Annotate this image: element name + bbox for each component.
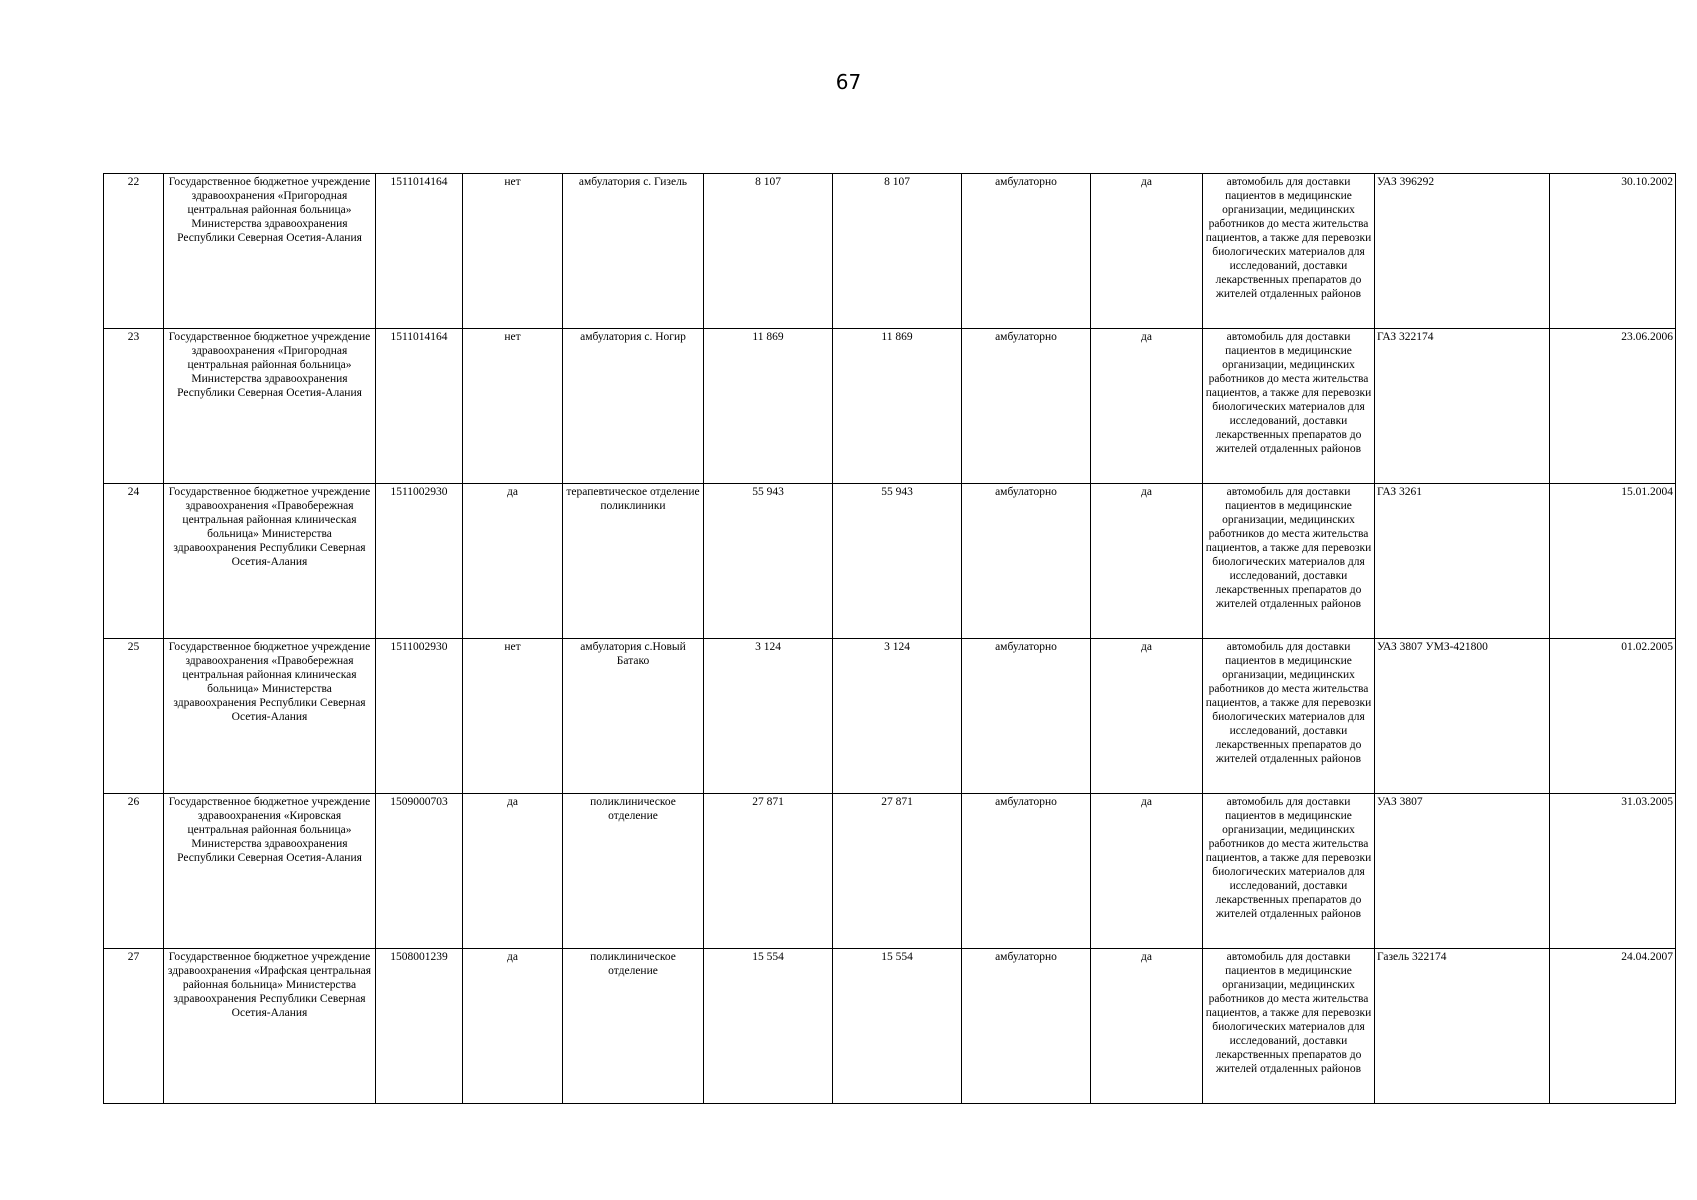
table-row: [104, 174, 1676, 329]
vehicle-registry-table: [103, 173, 1676, 1104]
count-a: 15 554: [704, 949, 833, 1104]
inn-code: 1511014164: [376, 174, 463, 329]
flag-value: да: [463, 949, 563, 1104]
row-number: 22: [104, 174, 164, 329]
flag-value: да: [463, 794, 563, 949]
table-row: [104, 329, 1676, 484]
institution-name: Государственное бюджетное учреждение здравоохранения «Кировская центральная районная больница» Министерства здравоохранения Республики Северная Осетия-Алания: [164, 794, 376, 949]
vehicle-model: УАЗ 3807 УМЗ-421800: [1375, 639, 1550, 794]
vehicle-date: 01.02.2005: [1550, 639, 1676, 794]
care-form: амбулаторно: [962, 174, 1091, 329]
inn-code: 1509000703: [376, 794, 463, 949]
vehicle-purpose: автомобиль для доставки пациентов в медицинские организации, медицинских работников до места жительства пациентов, а также для перевозки биологических материалов для исследований, доставки лекарственных препаратов до жителей отдаленных районов: [1203, 329, 1375, 484]
row-number: 24: [104, 484, 164, 639]
vehicle-purpose: автомобиль для доставки пациентов в медицинские организации, медицинских работников до места жительства пациентов, а также для перевозки биологических материалов для исследований, доставки лекарственных препаратов до жителей отдаленных районов: [1203, 639, 1375, 794]
inn-code: 1511002930: [376, 484, 463, 639]
yes-value: да: [1091, 949, 1203, 1104]
flag-value: нет: [463, 639, 563, 794]
count-b: 11 869: [833, 329, 962, 484]
row-number: 26: [104, 794, 164, 949]
subdivision-name: амбулатория с. Гизель: [563, 174, 704, 329]
vehicle-model: УАЗ 396292: [1375, 174, 1550, 329]
vehicle-date: 24.04.2007: [1550, 949, 1676, 1104]
care-form: амбулаторно: [962, 639, 1091, 794]
vehicle-date: 15.01.2004: [1550, 484, 1676, 639]
yes-value: да: [1091, 329, 1203, 484]
vehicle-date: 23.06.2006: [1550, 329, 1676, 484]
care-form: амбулаторно: [962, 329, 1091, 484]
vehicle-model: УАЗ 3807: [1375, 794, 1550, 949]
institution-name: Государственное бюджетное учреждение здравоохранения «Правобережная центральная районная клиническая больница» Министерства здравоохранения Республики Северная Осетия-Алания: [164, 484, 376, 639]
row-number: 27: [104, 949, 164, 1104]
flag-value: нет: [463, 174, 563, 329]
row-number: 25: [104, 639, 164, 794]
institution-name: Государственное бюджетное учреждение здравоохранения «Ирафская центральная районная больница» Министерства здравоохранения Республики Северная Осетия-Алания: [164, 949, 376, 1104]
table-row: [104, 484, 1676, 639]
yes-value: да: [1091, 484, 1203, 639]
institution-name: Государственное бюджетное учреждение здравоохранения «Пригородная центральная районная больница» Министерства здравоохранения Республики Северная Осетия-Алания: [164, 174, 376, 329]
vehicle-purpose: автомобиль для доставки пациентов в медицинские организации, медицинских работников до места жительства пациентов, а также для перевозки биологических материалов для исследований, доставки лекарственных препаратов до жителей отдаленных районов: [1203, 949, 1375, 1104]
vehicle-purpose: автомобиль для доставки пациентов в медицинские организации, медицинских работников до места жительства пациентов, а также для перевозки биологических материалов для исследований, доставки лекарственных препаратов до жителей отдаленных районов: [1203, 484, 1375, 639]
vehicle-purpose: автомобиль для доставки пациентов в медицинские организации, медицинских работников до места жительства пациентов, а также для перевозки биологических материалов для исследований, доставки лекарственных препаратов до жителей отдаленных районов: [1203, 174, 1375, 329]
yes-value: да: [1091, 639, 1203, 794]
institution-name: Государственное бюджетное учреждение здравоохранения «Пригородная центральная районная больница» Министерства здравоохранения Республики Северная Осетия-Алания: [164, 329, 376, 484]
inn-code: 1508001239: [376, 949, 463, 1104]
count-b: 8 107: [833, 174, 962, 329]
count-b: 15 554: [833, 949, 962, 1104]
care-form: амбулаторно: [962, 484, 1091, 639]
count-b: 3 124: [833, 639, 962, 794]
care-form: амбулаторно: [962, 949, 1091, 1104]
care-form: амбулаторно: [962, 794, 1091, 949]
vehicle-purpose: автомобиль для доставки пациентов в медицинские организации, медицинских работников до места жительства пациентов, а также для перевозки биологических материалов для исследований, доставки лекарственных препаратов до жителей отдаленных районов: [1203, 794, 1375, 949]
vehicle-date: 30.10.2002: [1550, 174, 1676, 329]
vehicle-model: ГАЗ 3261: [1375, 484, 1550, 639]
row-number: 23: [104, 329, 164, 484]
table-row: [104, 639, 1676, 794]
count-b: 27 871: [833, 794, 962, 949]
inn-code: 1511014164: [376, 329, 463, 484]
institution-name: Государственное бюджетное учреждение здравоохранения «Правобережная центральная районная клиническая больница» Министерства здравоохранения Республики Северная Осетия-Алания: [164, 639, 376, 794]
page-number: 67: [835, 70, 862, 94]
subdivision-name: поликлиническое отделение: [563, 794, 704, 949]
count-a: 27 871: [704, 794, 833, 949]
count-a: 11 869: [704, 329, 833, 484]
vehicle-model: Газель 322174: [1375, 949, 1550, 1104]
yes-value: да: [1091, 794, 1203, 949]
subdivision-name: амбулатория с.Новый Батако: [563, 639, 704, 794]
count-a: 55 943: [704, 484, 833, 639]
count-a: 3 124: [704, 639, 833, 794]
vehicle-date: 31.03.2005: [1550, 794, 1676, 949]
subdivision-name: поликлиническое отделение: [563, 949, 704, 1104]
subdivision-name: амбулатория с. Ногир: [563, 329, 704, 484]
flag-value: нет: [463, 329, 563, 484]
table-body: [104, 174, 1676, 1104]
yes-value: да: [1091, 174, 1203, 329]
vehicle-model: ГАЗ 322174: [1375, 329, 1550, 484]
table-row: [104, 794, 1676, 949]
table-row: [104, 949, 1676, 1104]
count-a: 8 107: [704, 174, 833, 329]
count-b: 55 943: [833, 484, 962, 639]
flag-value: да: [463, 484, 563, 639]
inn-code: 1511002930: [376, 639, 463, 794]
subdivision-name: терапевтическое отделение поликлиники: [563, 484, 704, 639]
